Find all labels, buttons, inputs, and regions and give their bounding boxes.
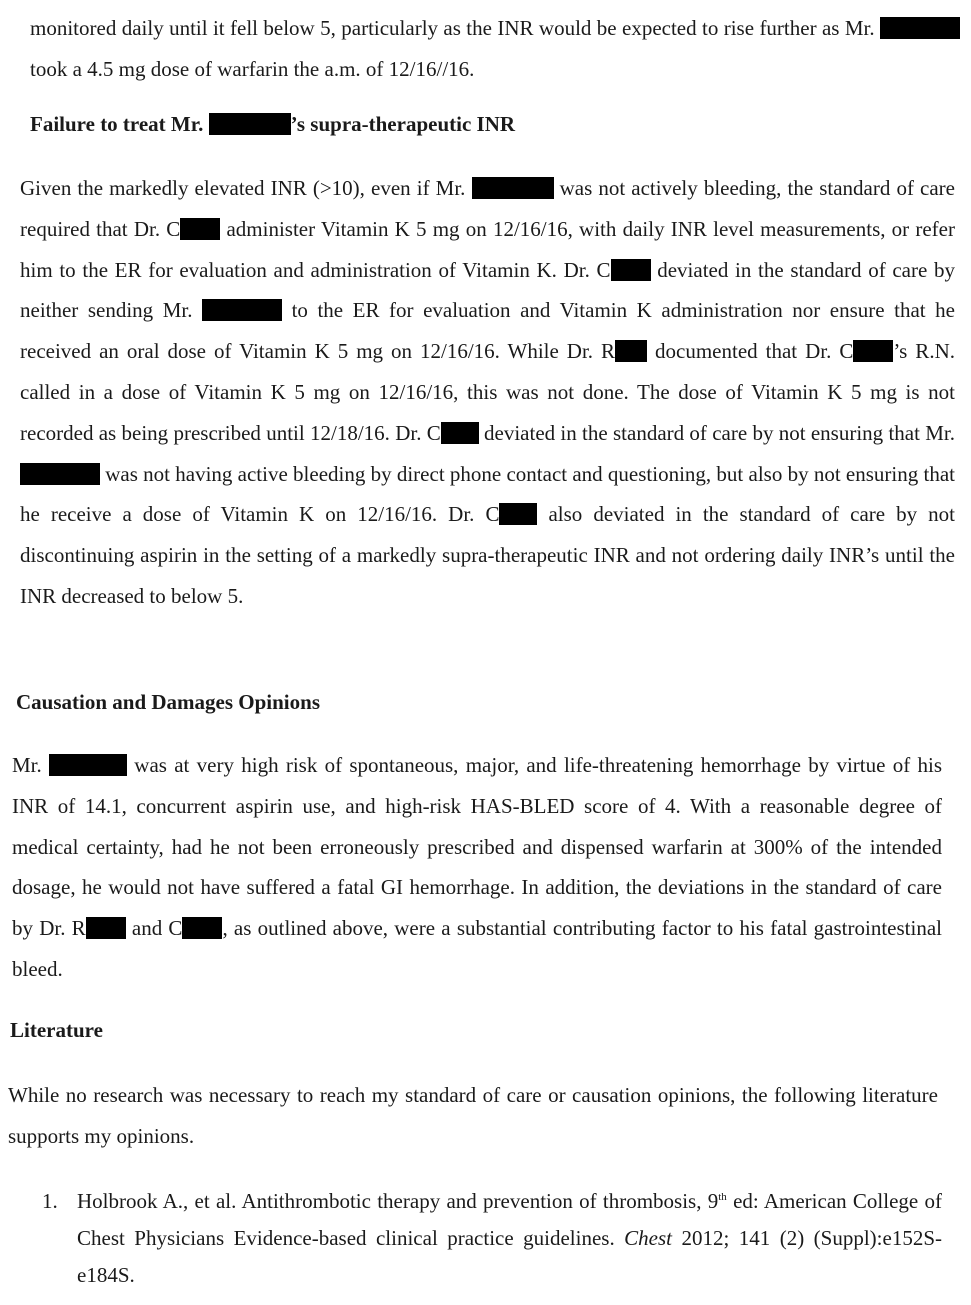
redaction-box [880,17,960,39]
paragraph-literature-intro: While no research was necessary to reach my standard of care or causation opinions, the following literature supports my opinions. [8,1083,938,1148]
paragraph-inr-monitoring: monitored daily until it fell below 5, particularly as the INR would be expected to rise further as Mr. took a 4.5 mg dose of warfarin the a.m. of 12/16//16. [30,8,960,90]
reference-citation: Holbrook A., et al. Antithrombotic therapy and prevention of thrombosis, 9th ed: American College of Chest Physicians Evidence-based clinical practice guidelines. Chest 2012; 141 (2) (Suppl):e152S-e184S. [77,1189,942,1287]
redaction-box [615,340,647,362]
redaction-box [202,299,282,321]
redaction-box [209,113,291,135]
paragraph-failure-to-treat: Given the markedly elevated INR (>10), even if Mr. was not actively bleeding, the standard of care required that Dr. C administer Vitamin K 5 mg on 12/16/16, with daily INR level measurements, or refer him to the ER for evaluation and administration of Vitamin K. Dr. C deviated in the standard of care by neither sending Mr. to the ER for evaluation and Vitamin K administration nor ensure that he received an oral dose of Vitamin K 5 mg on 12/16/16. While Dr. R documented that Dr. C ’s R.N. called in a dose of Vitamin K 5 mg on 12/16/16, this was not done. The dose of Vitamin K 5 mg is not recorded as being prescribed until 12/18/16. Dr. C deviated in the standard of care by not ensuring that Mr. was not having active bleeding by direct phone contact and questioning, but also by not ensuring that he receive a dose of Vitamin K on 12/16/16. Dr. C also deviated in the standard of care by not discontinuing aspirin in the setting of a markedly supra-therapeutic INR and not ordering daily INR’s until the INR decreased to below 5. [20,176,956,608]
heading-failure-to-treat: Failure to treat Mr. ’s supra-therapeutic INR [30,112,516,136]
redaction-box [49,754,127,776]
redaction-box [472,177,554,199]
paragraph-causation: Mr. was at very high risk of spontaneous, major, and life-threatening hemorrhage by virtue of his INR of 14.1, concurrent aspirin use, and high-risk HAS-BLED score of 4. With a reasonable degree of medical certainty, had he not been erroneously prescribed and dispensed warfarin at 300% of the intended dosage, he would not have suffered a fatal GI hemorrhage. In addition, the deviations in the standard of care by Dr. R and C , as outlined above, were a substantial contributing factor to his fatal gastrointestinal bleed. [12,753,942,981]
redaction-box [441,422,479,444]
redaction-box [86,917,126,939]
journal-name: Chest [624,1226,673,1250]
redaction-box [20,463,100,485]
redaction-box [499,503,537,525]
reference-number: 1. [42,1189,58,1213]
heading-causation-damages: Causation and Damages Opinions [16,690,320,714]
redaction-box [182,917,222,939]
redaction-box [180,218,220,240]
heading-literature: Literature [10,1018,103,1042]
redaction-box [611,259,651,281]
reference-item [42,1183,942,1294]
redaction-box [853,340,893,362]
